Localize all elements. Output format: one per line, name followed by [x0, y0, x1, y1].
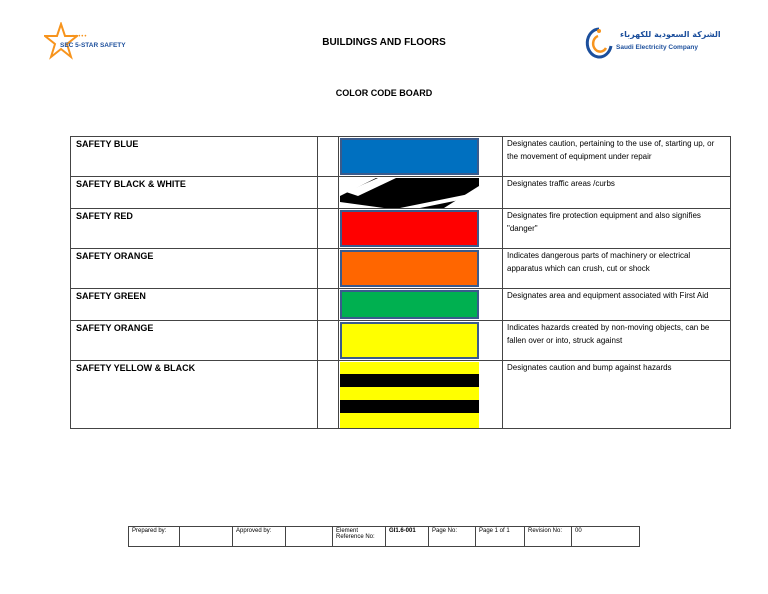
color-description: Indicates hazards created by non-moving objects, can be fallen over or into, struck against — [503, 321, 731, 361]
page-value: Page 1 of 1 — [476, 527, 525, 547]
color-name: SAFETY ORANGE — [71, 321, 318, 361]
color-name: SAFETY YELLOW & BLACK — [71, 361, 318, 429]
table-row — [71, 321, 731, 361]
blue-swatch — [340, 138, 479, 175]
spacer-cell — [318, 321, 339, 361]
document-title: BUILDINGS AND FLOORS — [322, 37, 446, 48]
logo-dots: ••••• — [72, 34, 88, 40]
table-row — [71, 209, 731, 249]
element-reference-value: GI1.6-001 — [386, 527, 429, 547]
swatch-cell — [339, 321, 503, 361]
table-row — [71, 289, 731, 321]
swatch-cell — [339, 249, 503, 289]
spacer-cell — [318, 209, 339, 249]
table-row — [129, 527, 640, 547]
swatch-cell — [339, 137, 503, 177]
company-name-arabic: الشركة السعودية للكهرباء — [620, 30, 721, 39]
color-description: Designates traffic areas /curbs — [503, 177, 731, 209]
spacer-cell — [318, 137, 339, 177]
swatch-cell — [339, 177, 503, 209]
company-emblem-icon — [584, 24, 614, 64]
spacer-cell — [318, 289, 339, 321]
color-name: SAFETY BLUE — [71, 137, 318, 177]
table-row — [71, 177, 731, 209]
color-name: SAFETY ORANGE — [71, 249, 318, 289]
prepared-by-value — [180, 527, 233, 547]
swatch-cell — [339, 289, 503, 321]
spacer-cell — [318, 361, 339, 429]
spacer-cell — [318, 177, 339, 209]
color-name: SAFETY RED — [71, 209, 318, 249]
approved-by-label: Approved by: — [233, 527, 286, 547]
yellow-black-swatch — [340, 362, 479, 428]
revision-no-value: 00 — [572, 527, 640, 547]
color-description: Indicates dangerous parts of machinery or electrical apparatus which can crush, cut or shock — [503, 249, 731, 289]
spacer-cell — [318, 249, 339, 289]
color-description: Designates area and equipment associated with First Aid — [503, 289, 731, 321]
color-description: Designates fire protection equipment and also signifies "danger" — [503, 209, 731, 249]
black-white-swatch — [340, 178, 479, 208]
table-row — [71, 137, 731, 177]
green-swatch — [340, 290, 479, 319]
prepared-by-label: Prepared by: — [129, 527, 180, 547]
revision-no-label: Revision No: — [525, 527, 572, 547]
element-reference-label: Element Reference No: — [333, 527, 386, 547]
company-name-english: Saudi Electricity Company — [616, 44, 698, 51]
approved-by-value — [286, 527, 333, 547]
swatch-cell — [339, 209, 503, 249]
red-swatch — [340, 210, 479, 247]
page-no-label: Page No: — [429, 527, 476, 547]
board-title: COLOR CODE BOARD — [335, 88, 433, 98]
color-code-table — [70, 136, 731, 429]
saudi-electricity-company-logo — [584, 24, 721, 64]
table-row — [71, 249, 731, 289]
color-description: Designates caution and bump against hazards — [503, 361, 731, 429]
color-name: SAFETY GREEN — [71, 289, 318, 321]
orange-swatch — [340, 250, 479, 287]
logo-left-text: SEC 5-STAR SAFETY — [60, 42, 126, 49]
yellow-swatch — [340, 322, 479, 359]
document-control-footer — [128, 526, 640, 547]
color-name: SAFETY BLACK & WHITE — [71, 177, 318, 209]
swatch-cell — [339, 361, 503, 429]
color-description: Designates caution, pertaining to the use of, starting up, or the movement of equipment under repair — [503, 137, 731, 177]
table-row — [71, 361, 731, 429]
